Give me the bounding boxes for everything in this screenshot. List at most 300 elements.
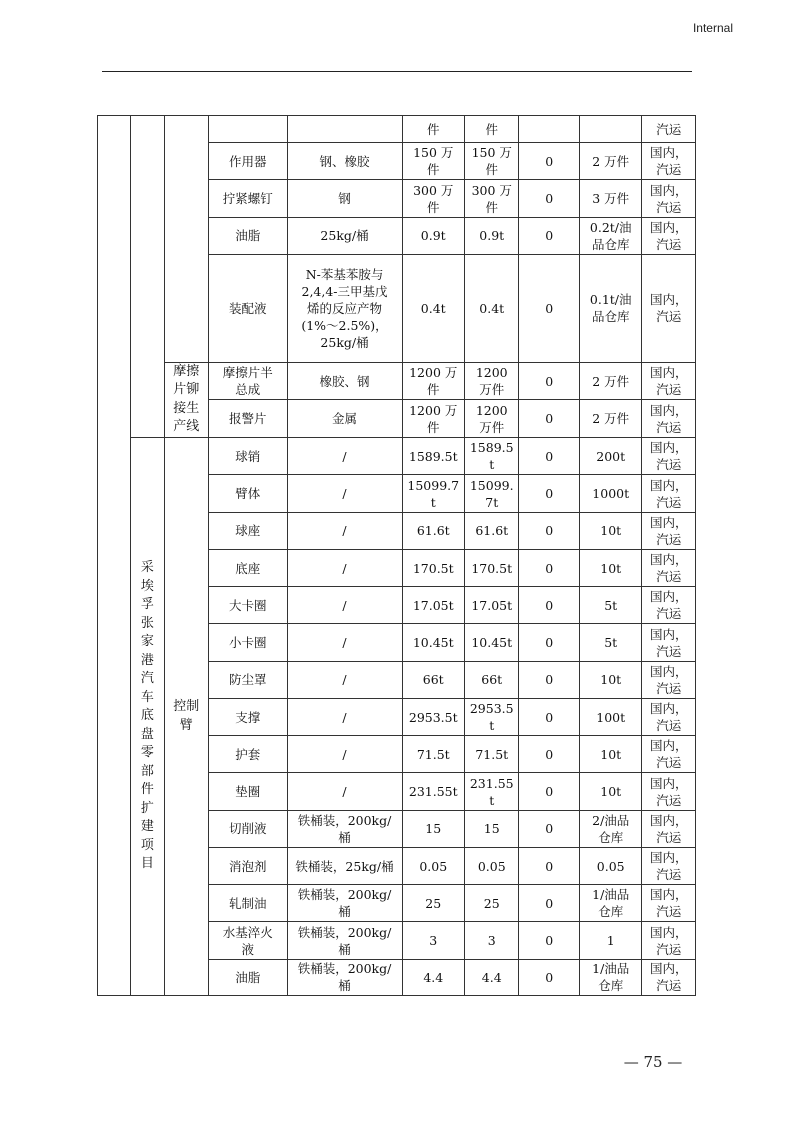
annual-usage-after — [465, 475, 519, 512]
cell-line: 桶 — [338, 941, 351, 957]
transport-mode — [642, 661, 696, 698]
max-storage — [579, 624, 642, 661]
cell-line: 1/油品 — [592, 961, 630, 977]
material-spec — [287, 475, 402, 512]
annual-usage-before — [402, 736, 465, 773]
cell-line: 10t — [600, 560, 622, 576]
transport-mode — [642, 922, 696, 959]
cell-line: 0 — [545, 933, 554, 949]
vertical-char: 臂 — [179, 717, 193, 733]
cell-line: 1200 — [475, 402, 508, 418]
max-storage — [579, 587, 642, 624]
material-spec — [287, 362, 402, 400]
cell-line: 仓库 — [598, 904, 624, 920]
cell-line: 5t — [604, 597, 618, 613]
material-name — [208, 698, 287, 735]
cell-line: 钢、橡胶 — [319, 153, 370, 169]
annual-usage-after — [465, 624, 519, 661]
max-storage — [579, 512, 642, 549]
cell-line: 17.05t — [471, 597, 513, 613]
cell-line: 71.5t — [416, 746, 450, 762]
max-storage — [579, 217, 642, 254]
cell-line: 汽运 — [656, 382, 682, 398]
cell-line: 装配液 — [228, 300, 267, 316]
cell-line: 汽运 — [656, 643, 682, 659]
transport-mode — [642, 959, 696, 995]
material-spec — [287, 587, 402, 624]
max-storage — [579, 922, 642, 959]
annual-usage-before — [402, 847, 465, 884]
cell-line: 国内， — [649, 514, 688, 530]
cell-line: 支撑 — [235, 709, 261, 725]
cell-line: 25kg/桶 — [320, 334, 369, 350]
cell-line: 汽运 — [656, 792, 682, 808]
cell-line: 150 万 — [413, 145, 454, 161]
cell-line: 球座 — [235, 523, 261, 539]
cell-line: 报警片 — [228, 411, 267, 427]
cell-line: 15099.7 — [407, 477, 460, 493]
annual-usage-after — [465, 847, 519, 884]
annual-usage-before — [402, 362, 465, 400]
usage-change — [519, 217, 580, 254]
cell-line: 切削液 — [228, 821, 267, 837]
cell-line: 油脂 — [235, 969, 261, 985]
transport-mode — [642, 773, 696, 810]
usage-change — [519, 587, 580, 624]
max-storage — [579, 810, 642, 847]
material-name — [208, 438, 287, 475]
cell-line: 消泡剂 — [228, 858, 267, 874]
cell-line: 汽运 — [656, 680, 682, 696]
cell-line: 汽运 — [656, 199, 682, 215]
cell-line: 品仓库 — [591, 236, 630, 252]
annual-usage-after — [465, 116, 519, 143]
cell-line: 件 — [485, 121, 498, 137]
vertical-char: 项 — [140, 837, 154, 853]
cell-line: / — [342, 672, 347, 688]
cell-line: 25 — [425, 895, 442, 911]
material-name — [208, 624, 287, 661]
usage-change — [519, 116, 580, 143]
annual-usage-before — [402, 143, 465, 180]
cell-line: / — [342, 448, 347, 464]
cell-line: 1589.5t — [408, 448, 458, 464]
cell-line: 7t — [485, 494, 499, 510]
cell-line: 件 — [427, 419, 440, 435]
cell-line: 臂体 — [235, 486, 261, 502]
transport-mode — [642, 400, 696, 438]
cell-line: 大卡圈 — [228, 597, 267, 613]
cell-line: 桶 — [338, 829, 351, 845]
cell-line: t — [430, 494, 436, 510]
cell-line: 0.2t/油 — [589, 219, 632, 235]
vertical-char: 港 — [140, 652, 154, 668]
cell-line: 液 — [241, 941, 254, 957]
usage-change — [519, 661, 580, 698]
max-storage — [579, 362, 642, 400]
cell-line: 3 — [487, 933, 496, 949]
cell-line: 铁桶装，200kg/ — [297, 961, 392, 977]
cell-line: 汽运 — [656, 162, 682, 178]
header-rule — [102, 71, 692, 72]
cell-line: 油脂 — [235, 228, 261, 244]
annual-usage-before — [402, 624, 465, 661]
material-name — [208, 773, 287, 810]
cell-line: / — [342, 597, 347, 613]
cell-line: 国内， — [649, 924, 688, 940]
cell-line: 护套 — [235, 746, 261, 762]
annual-usage-before — [402, 698, 465, 735]
material-spec — [287, 698, 402, 735]
usage-change — [519, 959, 580, 995]
cell-line: 15099. — [469, 477, 514, 493]
material-name — [208, 810, 287, 847]
cell-line: 0.4t — [420, 300, 446, 316]
annual-usage-before — [402, 661, 465, 698]
cell-line: 汽运 — [656, 829, 682, 845]
usage-change — [519, 847, 580, 884]
cell-line: 国内， — [649, 738, 688, 754]
cell-line: t — [489, 718, 495, 734]
cell-line: 1 — [606, 933, 615, 949]
cell-line: / — [342, 746, 347, 762]
material-spec — [287, 254, 402, 362]
cell-line: 铁桶装，200kg/ — [297, 887, 392, 903]
cell-line: 小卡圈 — [228, 635, 267, 651]
cell-line: 国内， — [649, 552, 688, 568]
table-row — [98, 362, 696, 400]
vertical-char: 产线 — [173, 419, 200, 435]
cell-line: 2,4,4-三甲基戊 — [301, 283, 388, 299]
cell-line: t — [489, 792, 495, 808]
annual-usage-after — [465, 254, 519, 362]
cell-line: 0.1t/油 — [589, 292, 632, 308]
cell-line: 垫圈 — [235, 784, 261, 800]
cell-line: 300 万 — [471, 182, 512, 198]
cell-line: 国内， — [649, 477, 688, 493]
cell-line: 0 — [545, 560, 554, 576]
usage-change — [519, 549, 580, 586]
cell-line: 0 — [545, 448, 554, 464]
annual-usage-after — [465, 143, 519, 180]
cell-line: 25 — [483, 895, 500, 911]
cell-line: 国内， — [649, 182, 688, 198]
max-storage — [579, 847, 642, 884]
vertical-char: 底 — [140, 708, 154, 724]
cell-line: 国内， — [649, 850, 688, 866]
cell-line: 3 万件 — [592, 191, 630, 207]
cell-line: 66t — [422, 672, 444, 688]
cell-line: 仓库 — [598, 978, 624, 994]
cell-line: 2 万件 — [592, 411, 630, 427]
annual-usage-after — [465, 438, 519, 475]
transport-mode — [642, 624, 696, 661]
cell-line: 拧紧螺钉 — [222, 191, 273, 207]
cell-line: 件 — [427, 382, 440, 398]
cell-line: 摩擦片半 — [222, 365, 273, 381]
cell-line: 汽运 — [656, 121, 682, 137]
usage-change — [519, 180, 580, 217]
cell-line: 汽运 — [656, 457, 682, 473]
annual-usage-before — [402, 180, 465, 217]
max-storage — [579, 885, 642, 922]
cell-line: (1%～2.5%)， — [301, 317, 388, 333]
max-storage — [579, 661, 642, 698]
table-row — [98, 116, 696, 143]
cell-line: 铁桶装，25kg/桶 — [295, 858, 394, 874]
transport-mode — [642, 810, 696, 847]
annual-usage-before — [402, 549, 465, 586]
transport-mode — [642, 512, 696, 549]
cell-line: 100t — [596, 709, 626, 725]
usage-change — [519, 773, 580, 810]
vertical-char: 片铆 — [173, 382, 200, 398]
cell-line: 0 — [545, 746, 554, 762]
usage-change — [519, 810, 580, 847]
annual-usage-after — [465, 587, 519, 624]
cell-line: 烯的反应产物 — [307, 300, 383, 316]
cell-line: 0 — [545, 784, 554, 800]
annual-usage-after — [465, 512, 519, 549]
material-spec — [287, 217, 402, 254]
annual-usage-before — [402, 254, 465, 362]
cell-line: 国内， — [649, 775, 688, 791]
cell-line: 17.05t — [412, 597, 454, 613]
annual-usage-after — [465, 661, 519, 698]
cell-line: 铁桶装，200kg/ — [297, 812, 392, 828]
cell-line: 0.9t — [479, 228, 505, 244]
annual-usage-after — [465, 736, 519, 773]
material-name — [208, 959, 287, 995]
control-arm-group — [164, 438, 208, 996]
vertical-char: 摩擦 — [173, 363, 200, 379]
max-storage — [579, 180, 642, 217]
cell-line: 防尘罩 — [228, 672, 267, 688]
cell-line: 231.55 — [469, 775, 514, 791]
cell-line: / — [342, 486, 347, 502]
annual-usage-before — [402, 587, 465, 624]
usage-change — [519, 698, 580, 735]
cell-line: 0 — [545, 523, 554, 539]
usage-change — [519, 143, 580, 180]
material-name — [208, 400, 287, 438]
cell-line: 汽运 — [656, 531, 682, 547]
material-spec — [287, 549, 402, 586]
cell-line: 汽运 — [656, 606, 682, 622]
material-spec — [287, 773, 402, 810]
cell-line: 0 — [545, 635, 554, 651]
material-name — [208, 885, 287, 922]
cell-line: 61.6t — [475, 523, 509, 539]
cell-line: 0 — [545, 597, 554, 613]
material-name — [208, 254, 287, 362]
cell-line: 2953.5 — [469, 701, 514, 717]
cell-line: 国内， — [649, 663, 688, 679]
cell-line: 桶 — [338, 978, 351, 994]
annual-usage-before — [402, 217, 465, 254]
cell-line: 170.5t — [471, 560, 513, 576]
cell-line: 1000t — [592, 486, 630, 502]
vertical-char: 盘 — [140, 726, 154, 742]
cell-line: / — [342, 635, 347, 651]
transport-mode — [642, 847, 696, 884]
cell-line: 10.45t — [412, 635, 454, 651]
annual-usage-before — [402, 959, 465, 995]
cell-line: 万件 — [479, 419, 505, 435]
category-column — [98, 116, 131, 996]
material-name — [208, 512, 287, 549]
table-row — [98, 438, 696, 475]
material-spec — [287, 438, 402, 475]
usage-change — [519, 362, 580, 400]
max-storage — [579, 959, 642, 995]
material-spec — [287, 885, 402, 922]
cell-line: 作用器 — [228, 153, 267, 169]
previous-line-cell — [164, 116, 208, 363]
material-name — [208, 475, 287, 512]
cell-line: 10t — [600, 672, 622, 688]
raw-material-table — [97, 115, 696, 996]
cell-line: 国内， — [649, 145, 688, 161]
max-storage — [579, 475, 642, 512]
transport-mode — [642, 143, 696, 180]
cell-line: 汽运 — [656, 569, 682, 585]
cell-line: 10t — [600, 784, 622, 800]
max-storage — [579, 736, 642, 773]
cell-line: 件 — [427, 199, 440, 215]
annual-usage-before — [402, 773, 465, 810]
cell-line: 底座 — [235, 560, 261, 576]
cell-line: 0.05 — [596, 858, 625, 874]
annual-usage-before — [402, 116, 465, 143]
max-storage — [579, 143, 642, 180]
max-storage — [579, 254, 642, 362]
material-spec — [287, 922, 402, 959]
vertical-char: 目 — [140, 856, 154, 872]
cell-line: / — [342, 560, 347, 576]
vertical-char: 采 — [140, 560, 154, 576]
previous-project-cell — [131, 116, 164, 438]
cell-line: 国内， — [649, 402, 688, 418]
friction-line-group — [164, 362, 208, 438]
cell-line: 2/油品 — [592, 812, 630, 828]
material-name — [208, 661, 287, 698]
material-name — [208, 587, 287, 624]
vertical-char: 部 — [140, 763, 154, 779]
annual-usage-before — [402, 810, 465, 847]
cell-line: 万件 — [479, 382, 505, 398]
material-spec — [287, 661, 402, 698]
cell-line: 球销 — [235, 448, 261, 464]
cell-line: 国内， — [649, 701, 688, 717]
cell-line: 61.6t — [416, 523, 450, 539]
transport-mode — [642, 698, 696, 735]
cell-line: 66t — [481, 672, 503, 688]
cell-line: 1200 — [475, 365, 508, 381]
cell-line: 国内， — [649, 626, 688, 642]
cell-line: 0 — [545, 895, 554, 911]
cell-line: 0.9t — [420, 228, 446, 244]
cell-line: 2 万件 — [592, 153, 630, 169]
annual-usage-after — [465, 180, 519, 217]
cell-line: 桶 — [338, 904, 351, 920]
cell-line: 200t — [596, 448, 626, 464]
cell-line: 钢 — [338, 191, 351, 207]
vertical-char: 家 — [140, 634, 154, 650]
cell-line: 件 — [427, 162, 440, 178]
cell-line: 国内， — [649, 292, 688, 308]
cell-line: 0.4t — [479, 300, 505, 316]
cell-line: 10t — [600, 523, 622, 539]
cell-line: 15 — [425, 821, 442, 837]
cell-line: 国内， — [649, 887, 688, 903]
cell-line: 0 — [545, 821, 554, 837]
cell-line: 品仓库 — [591, 309, 630, 325]
cell-line: 2953.5t — [408, 709, 458, 725]
vertical-char: 扩 — [140, 800, 154, 816]
transport-mode — [642, 217, 696, 254]
cell-line: 仓库 — [598, 829, 624, 845]
cell-line: 件 — [427, 121, 440, 137]
cell-line: 汽运 — [656, 941, 682, 957]
transport-mode — [642, 885, 696, 922]
usage-change — [519, 922, 580, 959]
annual-usage-after — [465, 362, 519, 400]
cell-line: 10.45t — [471, 635, 513, 651]
annual-usage-after — [465, 217, 519, 254]
material-spec — [287, 116, 402, 143]
material-name — [208, 180, 287, 217]
cell-line: 1200 万 — [409, 402, 458, 418]
cell-line: 300 万 — [413, 182, 454, 198]
transport-mode — [642, 475, 696, 512]
cell-line: N-苯基苯胺与 — [305, 266, 384, 282]
cell-line: 231.55t — [408, 784, 458, 800]
transport-mode — [642, 736, 696, 773]
transport-mode — [642, 254, 696, 362]
cell-line: 3 — [429, 933, 438, 949]
transport-mode — [642, 180, 696, 217]
usage-change — [519, 475, 580, 512]
material-spec — [287, 512, 402, 549]
material-name — [208, 217, 287, 254]
material-spec — [287, 400, 402, 438]
annual-usage-after — [465, 698, 519, 735]
annual-usage-before — [402, 922, 465, 959]
header-label: Internal — [692, 21, 733, 35]
usage-change — [519, 624, 580, 661]
usage-change — [519, 512, 580, 549]
cell-line: 0 — [545, 228, 554, 244]
cell-line: 10t — [600, 746, 622, 762]
material-name — [208, 549, 287, 586]
cell-line: / — [342, 784, 347, 800]
cell-line: 水基淬火 — [222, 924, 273, 940]
max-storage — [579, 116, 642, 143]
cell-line: 件 — [485, 199, 498, 215]
cell-line: 1589.5 — [469, 440, 514, 456]
vertical-char: 接生 — [173, 400, 200, 416]
cell-line: 0 — [545, 191, 554, 207]
cell-line: 0 — [545, 411, 554, 427]
max-storage — [579, 549, 642, 586]
annual-usage-after — [465, 400, 519, 438]
cell-line: 1200 万 — [409, 365, 458, 381]
material-spec — [287, 736, 402, 773]
page-number: — 75 — — [623, 1053, 683, 1071]
cell-line: 170.5t — [412, 560, 454, 576]
cell-line: 国内， — [649, 365, 688, 381]
